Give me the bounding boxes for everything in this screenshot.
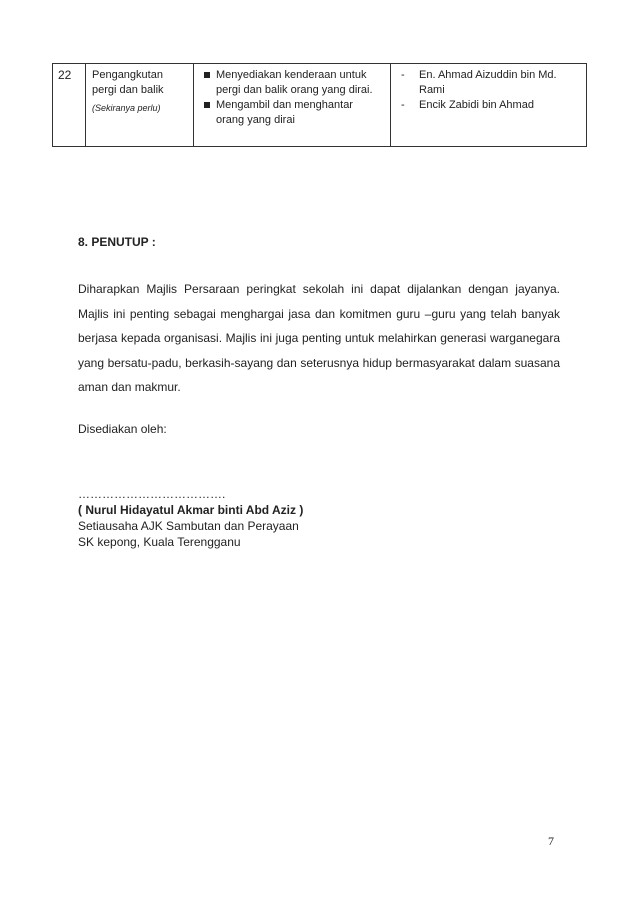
duties-list	[200, 68, 384, 128]
section-heading: 8. PENUTUP :	[78, 235, 156, 249]
members-cell	[391, 64, 587, 147]
committee-table	[52, 63, 587, 147]
signatory-name: ( Nurul Hidayatul Akmar binti Abd Aziz )	[78, 503, 304, 517]
list-item: Mengambil dan menghantar orang yang dirai	[200, 98, 384, 128]
task-name: Pengangkutan pergi dan balik	[92, 69, 164, 96]
task-cell	[86, 64, 194, 147]
task-note: (Sekiranya perlu)	[92, 103, 161, 113]
signature-line: ……………………………….	[78, 487, 226, 501]
list-item: - En. Ahmad Aizuddin bin Md. Rami	[397, 68, 580, 98]
signatory-school: SK kepong, Kuala Terengganu	[78, 535, 241, 549]
page-number: 7	[548, 834, 554, 848]
list-item: - Encik Zabidi bin Ahmad	[397, 98, 580, 113]
signature-block	[78, 486, 303, 550]
signatory-position: Setiausaha AJK Sambutan dan Perayaan	[78, 519, 299, 533]
members-list	[397, 68, 580, 113]
closing-paragraph: Diharapkan Majlis Persaraan peringkat sekolah ini dapat dijalankan dengan jayanya. Majlis ini penting sebagai menghargai jasa dan komitmen guru –guru yang telah banyak berjasa kepada organisasi. Majlis ini juga penting untuk melahirkan generasi warganegara yang bersatu-padu, berkasih-sayang dan seterusnya hidup bermasyarakat dalam suasana aman dan makmur.	[78, 282, 560, 394]
prepared-by-label: Disediakan oleh:	[78, 422, 167, 436]
list-item: Menyediakan kenderaan untuk pergi dan balik orang yang dirai.	[200, 68, 384, 98]
row-number: 22	[53, 64, 86, 147]
duties-cell	[194, 64, 391, 147]
table-row	[53, 64, 587, 147]
